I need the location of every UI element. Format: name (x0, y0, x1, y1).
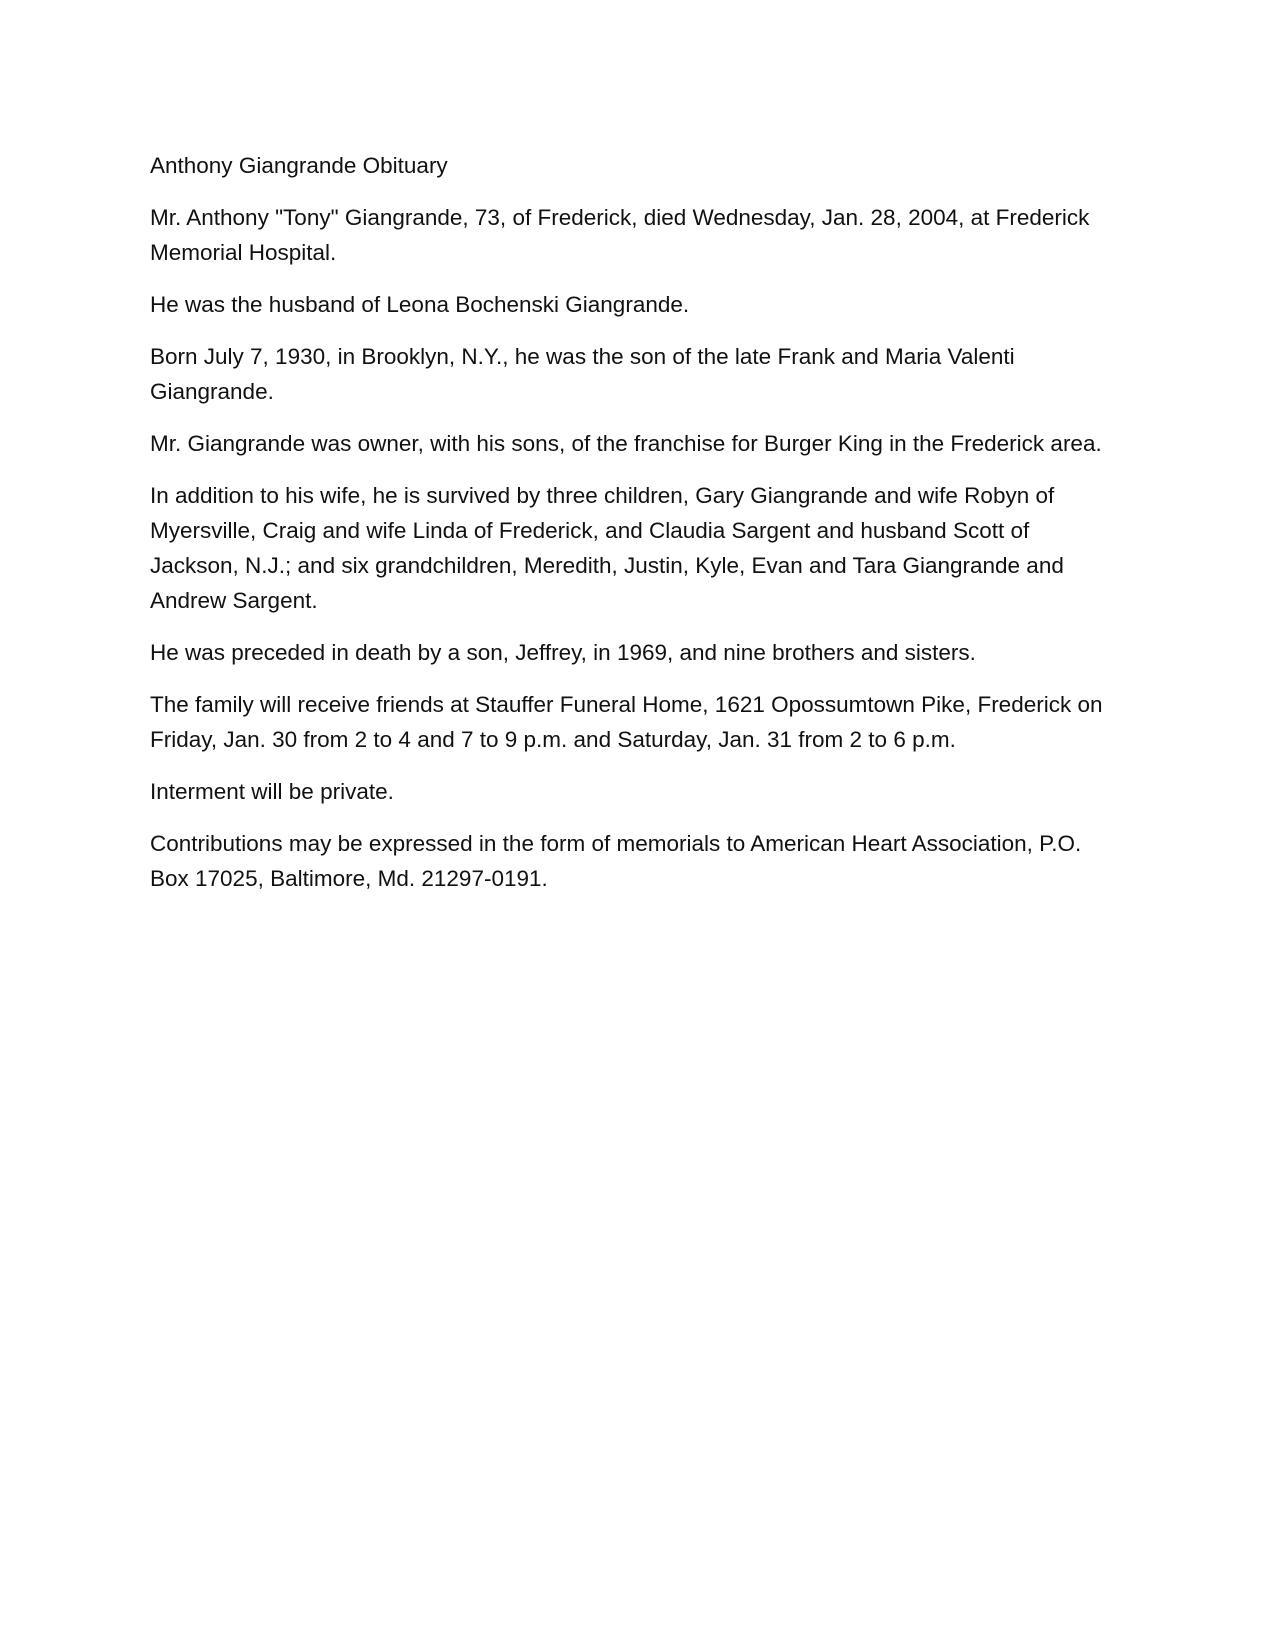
paragraph-occupation: Mr. Giangrande was owner, with his sons, of the franchise for Burger King in the Frederick area. (150, 431, 1102, 456)
paragraph-contributions: Contributions may be expressed in the form of memorials to American Heart Association, P.O. Box 17025, Baltimore, Md. 21297-0191. (150, 831, 1082, 891)
paragraph-spouse: He was the husband of Leona Bochenski Giangrande. (150, 292, 690, 317)
document-title: Anthony Giangrande Obituary (150, 153, 448, 178)
obituary-body (150, 148, 1112, 913)
paragraph-interment: Interment will be private. (150, 779, 394, 804)
paragraph-survivors: In addition to his wife, he is survived by three children, Gary Giangrande and wife Robyn of Myersville, Craig and wife Linda of Frederick, and Claudia Sargent and husband Scott of Jackson, N.J.; and six grandchildren, Meredith, Justin, Kyle, Evan and Tara Giangrande and Andrew Sargent. (150, 483, 1064, 613)
paragraph-birth: Born July 7, 1930, in Brooklyn, N.Y., he was the son of the late Frank and Maria Valenti Giangrande. (150, 344, 1015, 404)
paragraph-preceded: He was preceded in death by a son, Jeffrey, in 1969, and nine brothers and sisters. (150, 640, 976, 665)
paragraph-death-notice: Mr. Anthony "Tony" Giangrande, 73, of Frederick, died Wednesday, Jan. 28, 2004, at Frederick Memorial Hospital. (150, 205, 1090, 265)
paragraph-visitation: The family will receive friends at Stauffer Funeral Home, 1621 Opossumtown Pike, Frederick on Friday, Jan. 30 from 2 to 4 and 7 to 9 p.m. and Saturday, Jan. 31 from 2 to 6 p.m. (150, 692, 1103, 752)
